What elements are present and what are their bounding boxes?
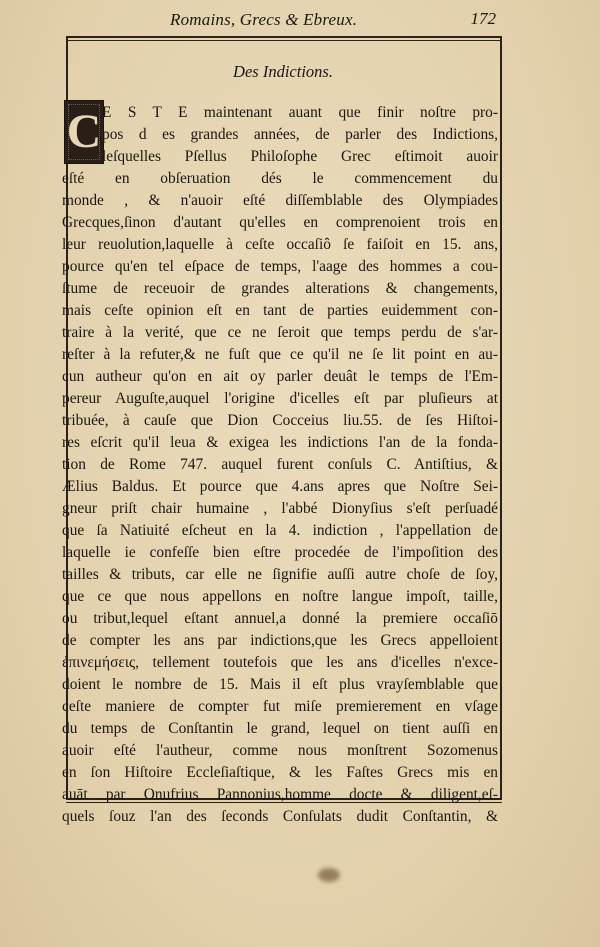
text-line: auāt par Onufrius Pannonius,homme docte & diligent,eſ- xyxy=(62,786,498,803)
text-line: quels ſouz l'an des ſeconds Conſulats dudit Conſtantin, & xyxy=(62,808,498,825)
text-line: ou tribut,lequel eſtant annuel,a donné la premiere occaſiō xyxy=(62,610,498,627)
text-line: auoir eſté l'autheur, comme nous monſtrent Sozomenus xyxy=(62,742,498,759)
text-line: ἐπινεμήσεις, tellement toutefois que les ans d'icelles n'exce- xyxy=(62,654,498,671)
text-line: E S T E maintenant auant que finir noſtre pro- xyxy=(102,104,498,121)
text-line: ſtume de receuoir de grandes alterations & changements, xyxy=(62,280,498,297)
text-line: tion de Rome 747. auquel furent conſuls C. Antiſtius, & xyxy=(62,456,498,473)
text-line: tribuée, à cauſe que Dion Cocceius liu.55. de ſes Hiſtoi- xyxy=(62,412,498,429)
text-line: de compter les ans par indictions,que les Grecs appelloient xyxy=(62,632,498,649)
text-line: leſquelles Pſellus Philoſophe Grec eſtimoit auoir xyxy=(102,148,498,165)
text-line: pereur Auguſte,auquel l'origine d'icelles eſt par pluſieurs at xyxy=(62,390,498,407)
text-line: doient le nombre de 15. Mais il eſt plus vrayſemblable que xyxy=(62,676,498,693)
text-line: mais ceſte opinion eſt en tant de parties euidemment con- xyxy=(62,302,498,319)
text-line: que ce que nous appellons en noſtre langue impoſt, taille, xyxy=(62,588,498,605)
text-line: laquelle ie confeſſe bien eſtre procedée de l'impoſition des xyxy=(62,544,498,561)
running-header xyxy=(66,8,500,38)
text-line: leur reuolution,laquelle à ceſte occaſiô ſe faiſoit en 15. ans, xyxy=(62,236,498,253)
drop-cap-letter: C xyxy=(66,105,102,158)
text-line: du temps de Conſtantin le grand, lequel on tient auſſi en xyxy=(62,720,498,737)
text-line: Ælius Baldus. Et pource que 4.ans apres que Noſtre Sei- xyxy=(62,478,498,495)
section-title: Des Indictions. xyxy=(233,62,333,81)
text-line: tailles & tributs, car elle ne ſignifie auſſi autre choſe de ſoy, xyxy=(62,566,498,583)
text-line: pos d es grandes années, de parler des Indictions, xyxy=(102,126,498,143)
frame-top-rule xyxy=(66,36,502,38)
text-line: pource qu'en tel eſpace de temps, l'aage des hommes a cou- xyxy=(62,258,498,275)
text-line: que ſa Natiuité eſcheut en la 4. indiction , l'appellation de xyxy=(62,522,498,539)
text-line: gneur priſt chair humaine , l'abbé Dionyſius s'eſt perſuadé xyxy=(62,500,498,517)
text-line: traire à la verité, que ce ne ſeroit que temps perdu de s'ar- xyxy=(62,324,498,341)
frame-top-rule-inner xyxy=(66,40,502,41)
text-line: res eſcrit qu'il leua & exigea les indictions l'an de la fonda- xyxy=(62,434,498,451)
text-line: Grecques,ſinon d'autant qu'elles en comprenoient trois en xyxy=(62,214,498,231)
text-line: eſté en obſeruation dés le commencement du xyxy=(62,170,498,187)
drop-cap-initial xyxy=(64,100,104,164)
page-number: 172 xyxy=(470,9,496,28)
text-line: cun autheur qu'on en ait oy parler deuât le temps de l'Em- xyxy=(62,368,498,385)
text-line: reſter à la refuter,& ne fuſt que ce qu'il ne ſe lit point en au- xyxy=(62,346,498,363)
header-title: Romains, Grecs & Ebreux. xyxy=(170,10,358,29)
text-line: ceſte maniere de compter fut miſe premierement en vſage xyxy=(62,698,498,715)
text-line: monde , & n'auoir eſté diſſemblable des Olympiades xyxy=(62,192,498,209)
text-line: en ſon Hiſtoire Eccleſiaſtique, & les Faſtes Grecs mis en xyxy=(62,764,498,781)
paper-stain xyxy=(318,868,340,882)
frame-right-rule xyxy=(500,38,502,800)
